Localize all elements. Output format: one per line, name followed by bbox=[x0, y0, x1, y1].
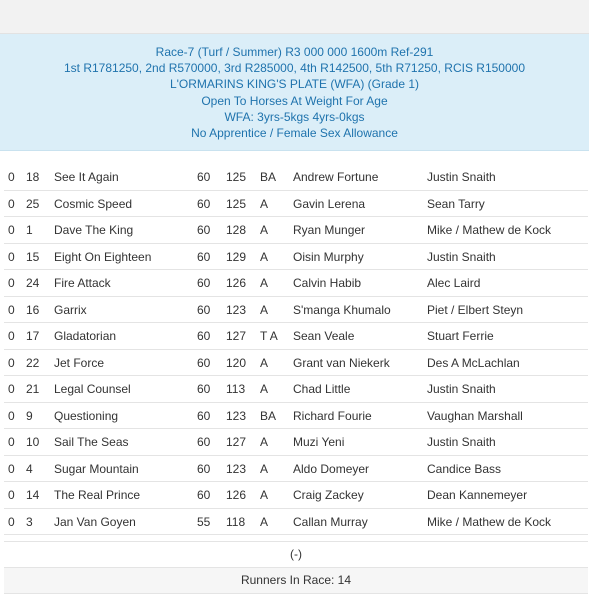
runner-number: 4 bbox=[26, 461, 33, 476]
runner-equipment: A bbox=[260, 514, 269, 529]
runner-jockey: Calvin Habib bbox=[293, 276, 362, 291]
runner-position: 0 bbox=[8, 276, 15, 291]
runner-horse: The Real Prince bbox=[54, 488, 141, 503]
runner-weight: 60 bbox=[197, 276, 211, 291]
runner-number: 1 bbox=[26, 223, 33, 238]
runner-jockey: Craig Zackey bbox=[293, 488, 364, 503]
runner-trainer: Piet / Elbert Steyn bbox=[427, 302, 524, 317]
runner-rating: 113 bbox=[226, 382, 246, 397]
runner-position: 0 bbox=[8, 170, 15, 185]
runner-trainer: Sean Tarry bbox=[427, 196, 485, 211]
runner-position: 0 bbox=[8, 488, 15, 503]
runner-jockey: Muzi Yeni bbox=[293, 435, 345, 450]
runner-position: 0 bbox=[8, 435, 15, 450]
table-row bbox=[4, 244, 588, 271]
table-row bbox=[4, 509, 588, 536]
runner-jockey: Chad Little bbox=[293, 382, 351, 397]
race-stakes: 1st R1781250, 2nd R570000, 3rd R285000, 4th R142500, 5th R71250, RCIS R150000 bbox=[63, 61, 525, 76]
table-row bbox=[4, 164, 588, 191]
runner-horse: Fire Attack bbox=[54, 276, 111, 291]
runner-trainer: Justin Snaith bbox=[427, 435, 496, 450]
runner-rating: 127 bbox=[226, 329, 247, 344]
runner-jockey: Sean Veale bbox=[293, 329, 355, 344]
runner-equipment: A bbox=[260, 488, 269, 503]
runner-equipment: A bbox=[260, 461, 269, 476]
runner-weight: 60 bbox=[197, 249, 211, 264]
runner-weight: 60 bbox=[197, 329, 211, 344]
runner-number: 16 bbox=[26, 302, 40, 317]
runner-horse: Sugar Mountain bbox=[54, 461, 139, 476]
table-row bbox=[4, 403, 588, 430]
runner-trainer: Vaughan Marshall bbox=[427, 408, 523, 423]
runner-position: 0 bbox=[8, 196, 15, 211]
runner-equipment: BA bbox=[260, 408, 277, 423]
runner-weight: 60 bbox=[197, 196, 211, 211]
runner-horse: Jet Force bbox=[54, 355, 105, 370]
runner-jockey: Gavin Lerena bbox=[293, 196, 366, 211]
runner-equipment: A bbox=[260, 302, 269, 317]
runner-trainer: Mike / Mathew de Kock bbox=[427, 514, 552, 529]
runner-jockey: Andrew Fortune bbox=[293, 170, 379, 185]
runner-trainer: Justin Snaith bbox=[427, 382, 496, 397]
runner-weight: 60 bbox=[197, 408, 211, 423]
runner-number: 17 bbox=[26, 329, 40, 344]
runner-trainer: Dean Kannemeyer bbox=[427, 488, 528, 503]
runner-weight: 60 bbox=[197, 223, 211, 238]
runner-position: 0 bbox=[8, 223, 15, 238]
top-bar bbox=[0, 0, 589, 34]
runner-trainer: Stuart Ferrie bbox=[427, 329, 494, 344]
runner-position: 0 bbox=[8, 329, 15, 344]
runner-rating: 123 bbox=[226, 408, 247, 423]
runner-number: 15 bbox=[26, 249, 40, 264]
runner-trainer: Candice Bass bbox=[427, 461, 502, 476]
runner-trainer: Mike / Mathew de Kock bbox=[427, 223, 552, 238]
runner-jockey: Callan Murray bbox=[293, 514, 368, 529]
runner-horse: Eight On Eighteen bbox=[54, 249, 152, 264]
runner-horse: Cosmic Speed bbox=[54, 196, 133, 211]
runner-horse: Garrix bbox=[54, 302, 87, 317]
runner-position: 0 bbox=[8, 355, 15, 370]
runner-horse: Legal Counsel bbox=[54, 382, 131, 397]
race-header bbox=[0, 34, 589, 151]
race-allowance: No Apprentice / Female Sex Allowance bbox=[191, 126, 398, 141]
runner-weight: 60 bbox=[197, 461, 211, 476]
runner-position: 0 bbox=[8, 302, 15, 317]
runner-equipment: A bbox=[260, 276, 269, 291]
runner-weight: 55 bbox=[197, 514, 211, 529]
runner-equipment: T A bbox=[260, 329, 278, 344]
table-row bbox=[4, 323, 588, 350]
runner-rating: 126 bbox=[226, 488, 247, 503]
runner-number: 14 bbox=[26, 488, 40, 503]
runner-equipment: A bbox=[260, 382, 269, 397]
runner-horse: See It Again bbox=[54, 170, 119, 185]
runner-position: 0 bbox=[8, 514, 15, 529]
table-row bbox=[4, 270, 588, 297]
runner-number: 21 bbox=[26, 382, 40, 397]
runner-trainer: Des A McLachlan bbox=[427, 355, 520, 370]
results-placeholder: (-) bbox=[4, 541, 588, 568]
runner-equipment: A bbox=[260, 223, 269, 238]
runners-count: Runners In Race: 14 bbox=[4, 568, 588, 594]
table-row bbox=[4, 217, 588, 244]
runner-rating: 123 bbox=[226, 461, 247, 476]
runner-jockey: Oisin Murphy bbox=[293, 249, 364, 264]
runner-number: 22 bbox=[26, 355, 40, 370]
runner-rating: 120 bbox=[226, 355, 247, 370]
runner-number: 24 bbox=[26, 276, 40, 291]
runner-horse: Jan Van Goyen bbox=[54, 514, 136, 529]
table-row bbox=[4, 191, 588, 218]
runner-weight: 60 bbox=[197, 382, 211, 397]
runner-trainer: Justin Snaith bbox=[427, 249, 496, 264]
runner-jockey: Grant van Niekerk bbox=[293, 355, 390, 370]
runner-jockey: Richard Fourie bbox=[293, 408, 372, 423]
table-row bbox=[4, 297, 588, 324]
runners-table bbox=[4, 164, 588, 535]
race-name: L'ORMARINS KING'S PLATE (WFA) (Grade 1) bbox=[169, 77, 420, 92]
runner-horse: Questioning bbox=[54, 408, 119, 423]
runner-equipment: A bbox=[260, 249, 269, 264]
runner-number: 18 bbox=[26, 170, 40, 185]
runner-equipment: A bbox=[260, 355, 269, 370]
table-row bbox=[4, 429, 588, 456]
runner-weight: 60 bbox=[197, 435, 211, 450]
table-row bbox=[4, 456, 588, 483]
runner-equipment: A bbox=[260, 196, 269, 211]
runner-rating: 118 bbox=[226, 514, 246, 529]
runner-horse: Gladatorian bbox=[54, 329, 117, 344]
runner-horse: Dave The King bbox=[54, 223, 134, 238]
runner-position: 0 bbox=[8, 382, 15, 397]
runner-rating: 125 bbox=[226, 170, 247, 185]
runner-equipment: BA bbox=[260, 170, 277, 185]
runner-jockey: Ryan Munger bbox=[293, 223, 366, 238]
table-row bbox=[4, 350, 588, 377]
runner-number: 25 bbox=[26, 196, 40, 211]
runner-number: 9 bbox=[26, 408, 33, 423]
runner-weight: 60 bbox=[197, 170, 211, 185]
runner-trainer: Justin Snaith bbox=[427, 170, 496, 185]
runner-rating: 125 bbox=[226, 196, 247, 211]
runner-position: 0 bbox=[8, 408, 15, 423]
runner-rating: 127 bbox=[226, 435, 247, 450]
runner-position: 0 bbox=[8, 461, 15, 476]
race-title: Race-7 (Turf / Summer) R3 000 000 1600m Ref-291 bbox=[155, 45, 434, 59]
race-wfa: WFA: 3yrs-5kgs 4yrs-0kgs bbox=[224, 109, 365, 124]
table-row bbox=[4, 482, 588, 509]
runner-number: 3 bbox=[26, 514, 33, 529]
runner-equipment: A bbox=[260, 435, 269, 450]
runner-rating: 128 bbox=[226, 223, 247, 238]
runner-trainer: Alec Laird bbox=[427, 276, 481, 291]
runner-jockey: S'manga Khumalo bbox=[293, 302, 391, 317]
runner-rating: 126 bbox=[226, 276, 247, 291]
runner-horse: Sail The Seas bbox=[54, 435, 129, 450]
runner-position: 0 bbox=[8, 249, 15, 264]
race-conditions: Open To Horses At Weight For Age bbox=[201, 93, 388, 108]
runner-rating: 129 bbox=[226, 249, 247, 264]
runner-weight: 60 bbox=[197, 355, 211, 370]
table-row bbox=[4, 376, 588, 403]
runner-weight: 60 bbox=[197, 488, 211, 503]
runner-weight: 60 bbox=[197, 302, 211, 317]
runner-rating: 123 bbox=[226, 302, 247, 317]
runner-jockey: Aldo Domeyer bbox=[293, 461, 370, 476]
runner-number: 10 bbox=[26, 435, 40, 450]
